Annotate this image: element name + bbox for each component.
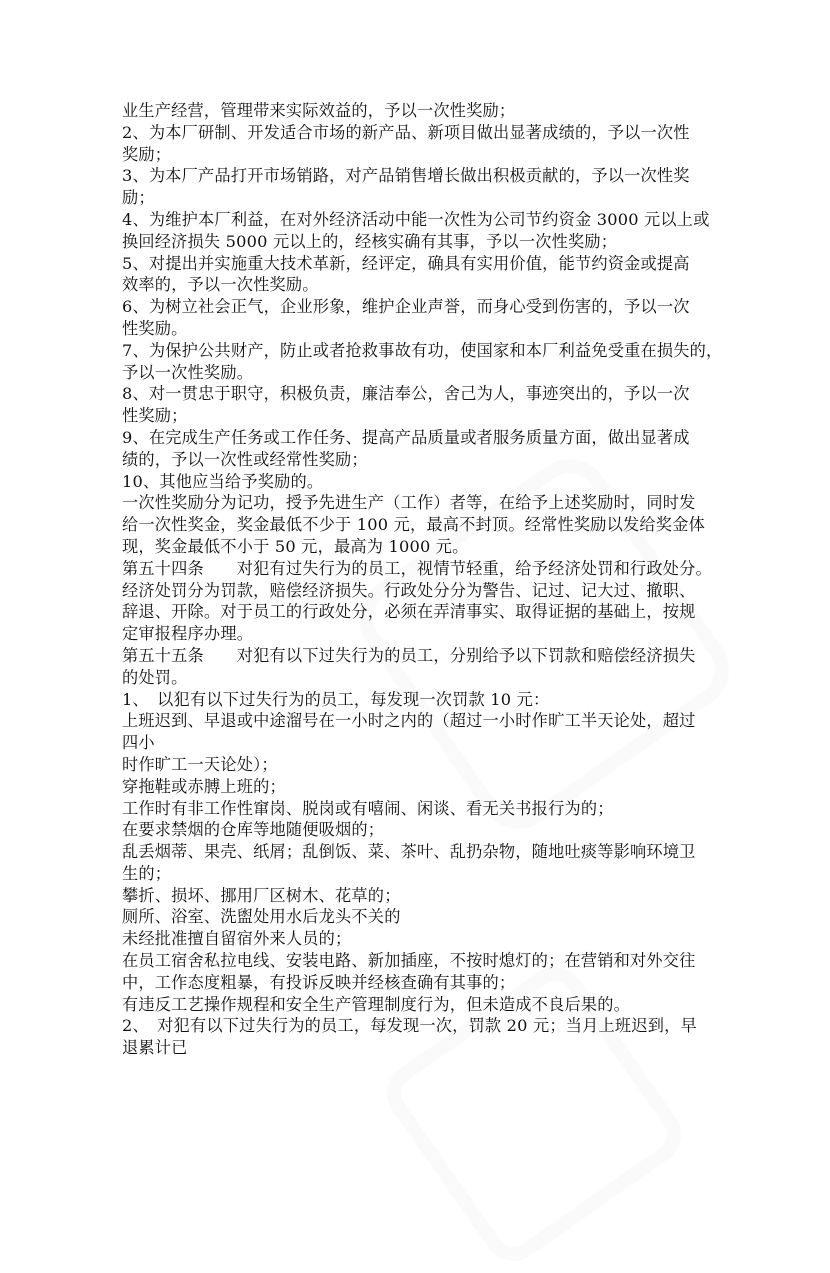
text-line: 3、为本厂产品打开市场销路，对产品销售增长做出积极贡献的，予以一次性奖	[122, 166, 690, 186]
text-line: 励；	[122, 188, 155, 208]
text-line: 性奖励；	[122, 406, 188, 426]
text-line: 6、为树立社会正气，企业形象，维护企业声誉，而身心受到伤害的，予以一次	[122, 297, 690, 317]
text-line: 绩的，予以一次性或经常性奖励；	[122, 449, 368, 469]
text-line: 经济处罚分为罚款，赔偿经济损失。行政处分分为警告、记过、记大过、撤职、	[122, 580, 696, 600]
text-line: 9、在完成生产任务或工作任务、提高产品质量或者服务质量方面，做出显著成	[122, 427, 690, 447]
text-line: 8、对一贯忠于职守，积极负责，廉洁奉公，舍己为人，事迹突出的，予以一次	[122, 384, 690, 404]
text-line: 攀折、损坏、挪用厂区树木、花草的；	[122, 885, 401, 905]
text-line: 乱丢烟蒂、果壳、纸屑；乱倒饭、菜、茶叶、乱扔杂物，随地吐痰等影响环境卫	[122, 842, 696, 862]
text-line: 4、为维护本厂利益，在对外经济活动中能一次性为公司节约资金 3000 元以上或	[122, 209, 710, 229]
text-line: 换回经济损失 5000 元以上的，经核实确有其事，予以一次性奖励；	[122, 231, 618, 251]
text-line: 2、为本厂研制、开发适合市场的新产品、新项目做出显著成绩的，予以一次性	[122, 122, 690, 142]
text-line: 一次性奖励分为记功，授予先进生产（工作）者等，在给予上述奖励时，同时发	[122, 493, 696, 513]
text-line: 5、对提出并实施重大技术革新，经评定，确具有实用价值，能节约资金或提高	[122, 253, 690, 273]
text-line: 奖励；	[122, 144, 172, 164]
text-line: 现，奖金最低不小于 50 元，最高为 1000 元。	[122, 536, 469, 556]
text-line: 有违反工艺操作规程和安全生产管理制度行为，但未造成不良后果的。	[122, 994, 631, 1014]
text-line: 2、 对犯有以下过失行为的员工，每发现一次，罚款 20 元；当月上班迟到，早	[122, 1016, 697, 1036]
text-line: 穿拖鞋或赤膊上班的；	[122, 776, 286, 796]
text-line: 厕所、浴室、洗盥处用水后龙头不关的	[122, 907, 401, 927]
text-line: 7、为保护公共财产，防止或者抢救事故有功，使国家和本厂利益免受重在损失的，	[122, 340, 723, 360]
text-line: 1、 以犯有以下过失行为的员工，每发现一次罚款 10 元：	[122, 689, 550, 709]
text-line: 在员工宿舍私拉电线、安装电路、新加插座，不按时熄灯的；在营销和对外交往	[122, 951, 696, 971]
text-line: 效率的，予以一次性奖励。	[122, 275, 319, 295]
text-line: 工作时有非工作性窜岗、脱岗或有嘻闹、闲谈、看无关书报行为的；	[122, 798, 614, 818]
text-line: 第五十五条 对犯有以下过失行为的员工，分别给予以下罚款和赔偿经济损失	[122, 645, 696, 665]
text-line: 未经批准擅自留宿外来人员的；	[122, 929, 352, 949]
text-line: 中，工作态度粗暴，有投诉反映并经核查确有其事的；	[122, 972, 516, 992]
text-line: 给一次性奖金，奖金最低不少于 100 元，最高不封顶。经常性奖励以发给奖金体	[122, 515, 705, 535]
text-line: 时作旷工一天论处）；	[122, 754, 278, 774]
text-line: 在要求禁烟的仓库等地随便吸烟的；	[122, 820, 385, 840]
document-body	[122, 100, 723, 1059]
text-line: 第五十四条 对犯有过失行为的员工，视情节轻重，给予经济处罚和行政处分。	[122, 558, 712, 578]
text-line: 业生产经营，管理带来实际效益的，予以一次性奖励；	[122, 101, 516, 120]
text-line: 性奖励。	[122, 318, 188, 338]
text-line: 的处罚。	[122, 667, 188, 687]
text-line: 生的；	[122, 863, 172, 883]
text-line: 辞退、开除。对于员工的行政处分，必须在弄清事实、取得证据的基础上，按规	[122, 602, 696, 622]
text-line: 四小	[122, 733, 155, 753]
text-line: 定审报程序办理。	[122, 624, 254, 644]
text-line: 10、其他应当给予奖励的。	[122, 471, 324, 491]
text-line: 予以一次性奖励。	[122, 362, 254, 382]
text-line: 退累计已	[122, 1038, 188, 1058]
text-line: 上班迟到、早退或中途溜号在一小时之内的（超过一小时作旷工半天论处，超过	[122, 711, 696, 731]
